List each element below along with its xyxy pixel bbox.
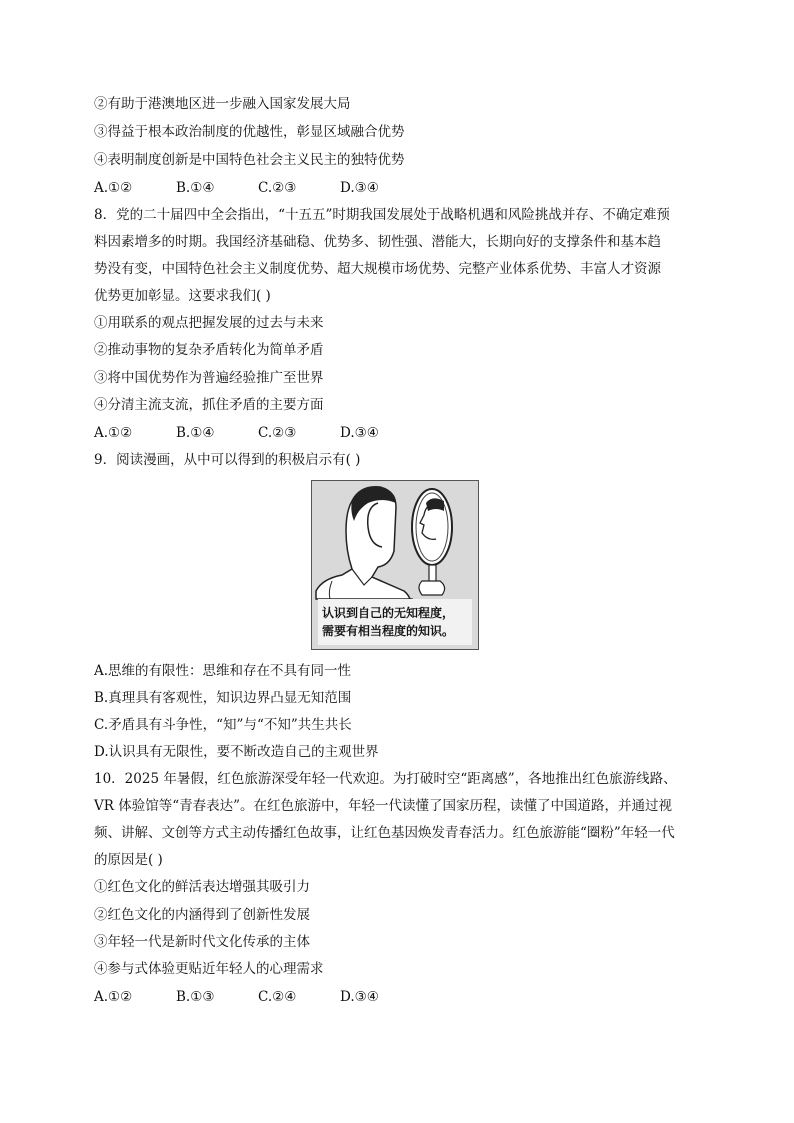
q10-statement-3: ③年轻一代是新时代文化传承的主体 (94, 934, 310, 950)
q8-statement-1: ①用联系的观点把握发展的过去与未来 (94, 315, 324, 331)
q10-statement-2: ②红色文化的内涵得到了创新性发展 (94, 907, 310, 923)
q10-option-c[interactable]: C.②④ (258, 989, 297, 1005)
q7-option-d[interactable]: D.③④ (340, 180, 379, 196)
q10-statement-1: ①红色文化的鲜活表达增强其吸引力 (94, 879, 310, 895)
q10-options (94, 987, 379, 1007)
q9-option-c[interactable]: C.矛盾具有斗争性，“知”与“不知”共生共长 (94, 717, 352, 733)
q8-options (94, 423, 379, 443)
q7-options (94, 178, 379, 198)
q9-stem: 9．阅读漫画，从中可以得到的积极启示有( ) (94, 452, 361, 468)
q8-statement-4: ④分清主流支流，抓住矛盾的主要方面 (94, 397, 324, 413)
q10-stem-line-2: VR 体验馆等“青春表达”。在红色旅游中，年轻一代读懂了国家历程，读懂了中国道路，并通过视 (94, 798, 673, 814)
q10-option-d[interactable]: D.③④ (340, 989, 379, 1005)
q8-option-d[interactable]: D.③④ (340, 425, 379, 441)
q8-statement-2: ②推动事物的复杂矛盾转化为简单矛盾 (94, 342, 324, 358)
q9-option-b[interactable]: B.真理具有客观性，知识边界凸显无知范围 (94, 690, 352, 706)
q8-stem-line-3: 势没有变，中国特色社会主义制度优势、超大规模市场优势、完整产业体系优势、丰富人才资源 (94, 261, 661, 277)
q7-option-c[interactable]: C.②③ (258, 180, 297, 196)
q7-statement-3: ③得益于根本政治制度的优越性，彰显区域融合优势 (94, 124, 405, 140)
q9-option-d[interactable]: D.认识具有无限性，要不断改造自己的主观世界 (94, 744, 379, 760)
q8-stem-line-2: 料因素增多的时期。我国经济基础稳、优势多、韧性强、潜能大，长期向好的支撑条件和基本趋 (94, 234, 661, 250)
q8-option-b[interactable]: B.①④ (176, 425, 215, 441)
q7-statement-4: ④表明制度创新是中国特色社会主义民主的独特优势 (94, 152, 405, 168)
q10-stem-line-4: 的原因是( ) (94, 852, 163, 868)
q10-statement-4: ④参与式体验更贴近年轻人的心理需求 (94, 961, 324, 977)
q10-option-b[interactable]: B.①③ (176, 989, 215, 1005)
q8-stem-line-4: 优势更加彰显。这要求我们( ) (94, 288, 271, 304)
cartoon-image (311, 480, 479, 650)
q7-option-a[interactable]: A.①② (94, 180, 133, 196)
cartoon-caption-line-2: 需要有相当程度的知识。 (322, 624, 455, 638)
q7-statement-2: ②有助于港澳地区进一步融入国家发展大局 (94, 96, 351, 112)
q8-statement-3: ③将中国优势作为普遍经验推广至世界 (94, 370, 324, 386)
q7-option-b[interactable]: B.①④ (176, 180, 215, 196)
cartoon-caption-line-1: 认识到自己的无知程度， (322, 606, 455, 620)
q8-option-c[interactable]: C.②③ (258, 425, 297, 441)
q10-stem-line-3: 频、讲解、文创等方式主动传播红色故事，让红色基因焕发青春活力。红色旅游能“圈粉”年轻一代 (94, 825, 675, 841)
q10-stem-line-1: 10．2025 年暑假，红色旅游深受年轻一代欢迎。为打破时空“距离感”，各地推出红色旅游线路、 (94, 771, 677, 787)
q9-option-a[interactable]: A.思维的有限性：思维和存在不具有同一性 (94, 663, 352, 679)
q10-option-a[interactable]: A.①② (94, 989, 133, 1005)
q8-stem-line-1: 8．党的二十届四中全会指出，“十五五”时期我国发展处于战略机遇和风险挑战并存、不确定难预 (94, 207, 670, 223)
q8-option-a[interactable]: A.①② (94, 425, 133, 441)
